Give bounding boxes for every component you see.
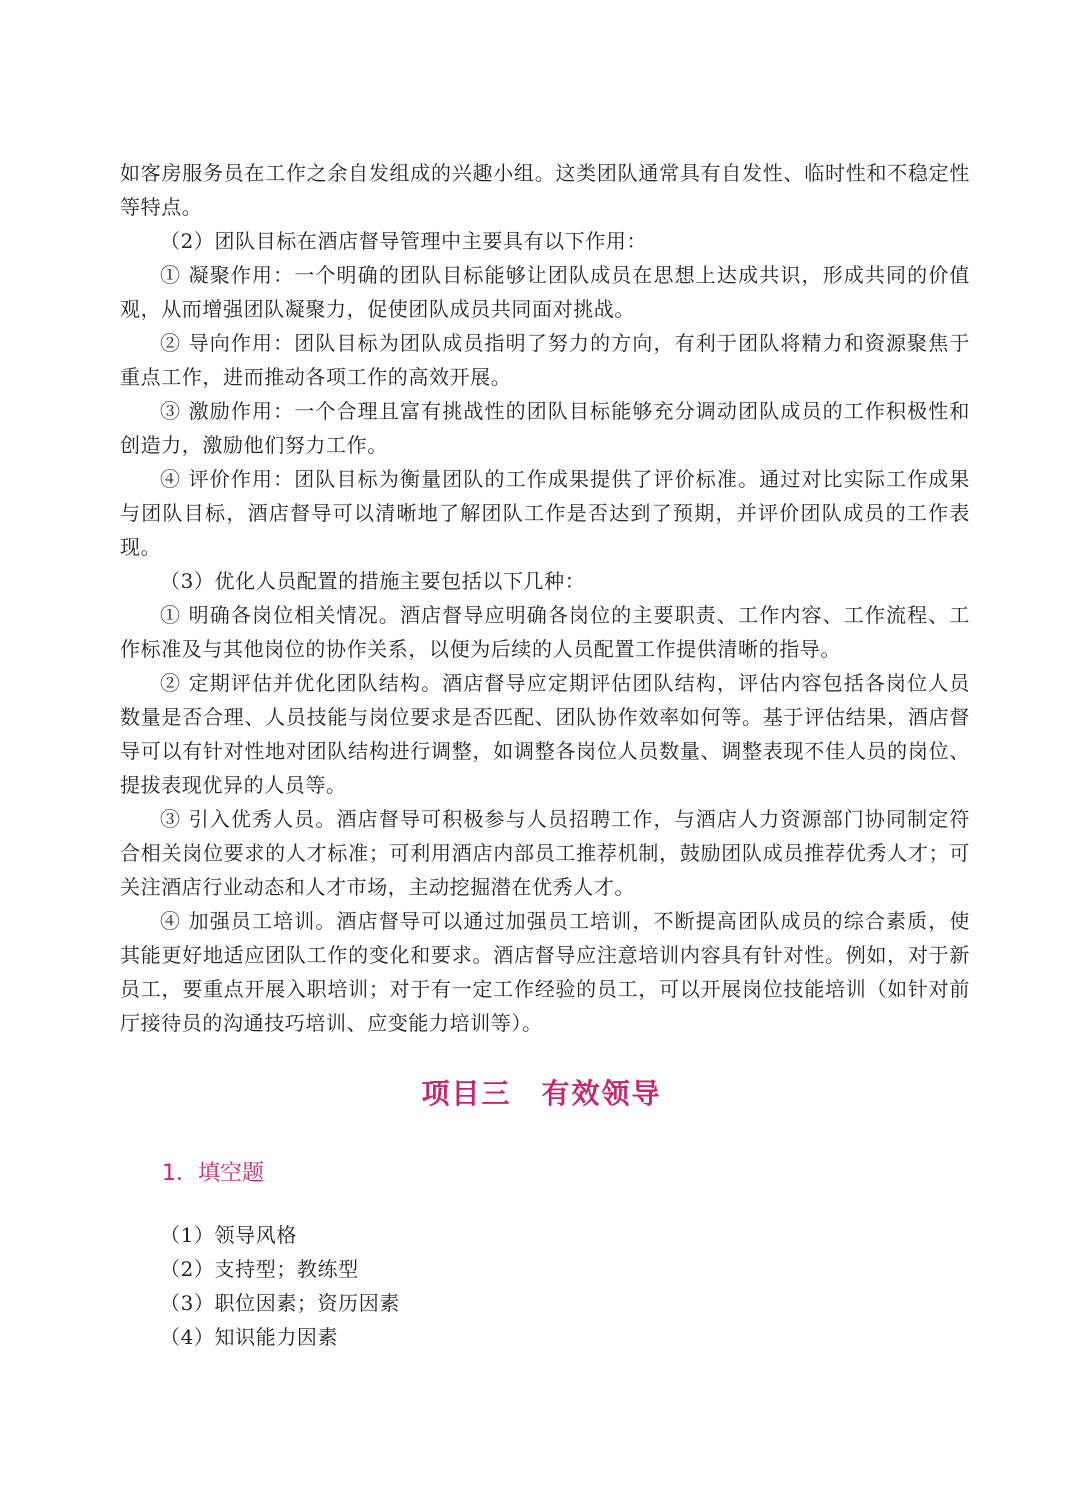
- answer-item: （3）职位因素；资历因素: [160, 1291, 400, 1315]
- answer-item: （1）领导风格: [160, 1223, 297, 1247]
- paragraph: ① 凝聚作用：一个明确的团队目标能够让团队成员在思想上达成共识，形成共同的价值观，从而增强团队凝聚力，促使团队成员共同面对挑战。: [120, 263, 970, 321]
- answer-item: （4）知识能力因素: [160, 1325, 339, 1349]
- body-text: [120, 156, 970, 1040]
- paragraph: ③ 激励作用：一个合理且富有挑战性的团队目标能够充分调动团队成员的工作积极性和创造力，激励他们努力工作。: [120, 399, 970, 457]
- answer-item: （2）支持型；教练型: [160, 1257, 359, 1281]
- paragraph: （3）优化人员配置的措施主要包括以下几种：: [160, 569, 586, 593]
- section-title: 项目三 有效领导: [421, 1077, 662, 1110]
- paragraph: （2）团队目标在酒店督导管理中主要具有以下作用：: [160, 229, 648, 253]
- paragraph: ③ 引入优秀人员。酒店督导可积极参与人员招聘工作，与酒店人力资源部门协同制定符合相关岗位要求的人才标准；可利用酒店内部员工推荐机制，鼓励团队成员推荐优秀人才；可关注酒店行业动态和人才市场，主动挖掘潜在优秀人才。: [120, 807, 970, 899]
- answer-list: [160, 1218, 400, 1354]
- paragraph: 如客房服务员在工作之余自发组成的兴趣小组。这类团队通常具有自发性、临时性和不稳定性等特点。: [120, 161, 970, 219]
- paragraph: ④ 评价作用：团队目标为衡量团队的工作成果提供了评价标准。通过对比实际工作成果与团队目标，酒店督导可以清晰地了解团队工作是否达到了预期，并评价团队成员的工作表现。: [120, 467, 970, 559]
- paragraph: ② 定期评估并优化团队结构。酒店督导应定期评估团队结构，评估内容包括各岗位人员数量是否合理、人员技能与岗位要求是否匹配、团队协作效率如何等。基于评估结果，酒店督导可以有针对性地对团队结构进行调整，如调整各岗位人员数量、调整表现不佳人员的岗位、提拔表现优异的人员等。: [120, 671, 970, 797]
- subsection-title: 1．填空题: [162, 1161, 264, 1186]
- paragraph: ④ 加强员工培训。酒店督导可以通过加强员工培训，不断提高团队成员的综合素质，使其能更好地适应团队工作的变化和要求。酒店督导应注意培训内容具有针对性。例如，对于新员工，要重点开展入职培训；对于有一定工作经验的员工，可以开展岗位技能培训（如针对前厅接待员的沟通技巧培训、应变能力培训等）。: [120, 909, 970, 1035]
- paragraph: ② 导向作用：团队目标为团队成员指明了努力的方向，有利于团队将精力和资源聚焦于重点工作，进而推动各项工作的高效开展。: [120, 331, 970, 389]
- paragraph: ① 明确各岗位相关情况。酒店督导应明确各岗位的主要职责、工作内容、工作流程、工作标准及与其他岗位的协作关系，以便为后续的人员配置工作提供清晰的指导。: [120, 603, 970, 661]
